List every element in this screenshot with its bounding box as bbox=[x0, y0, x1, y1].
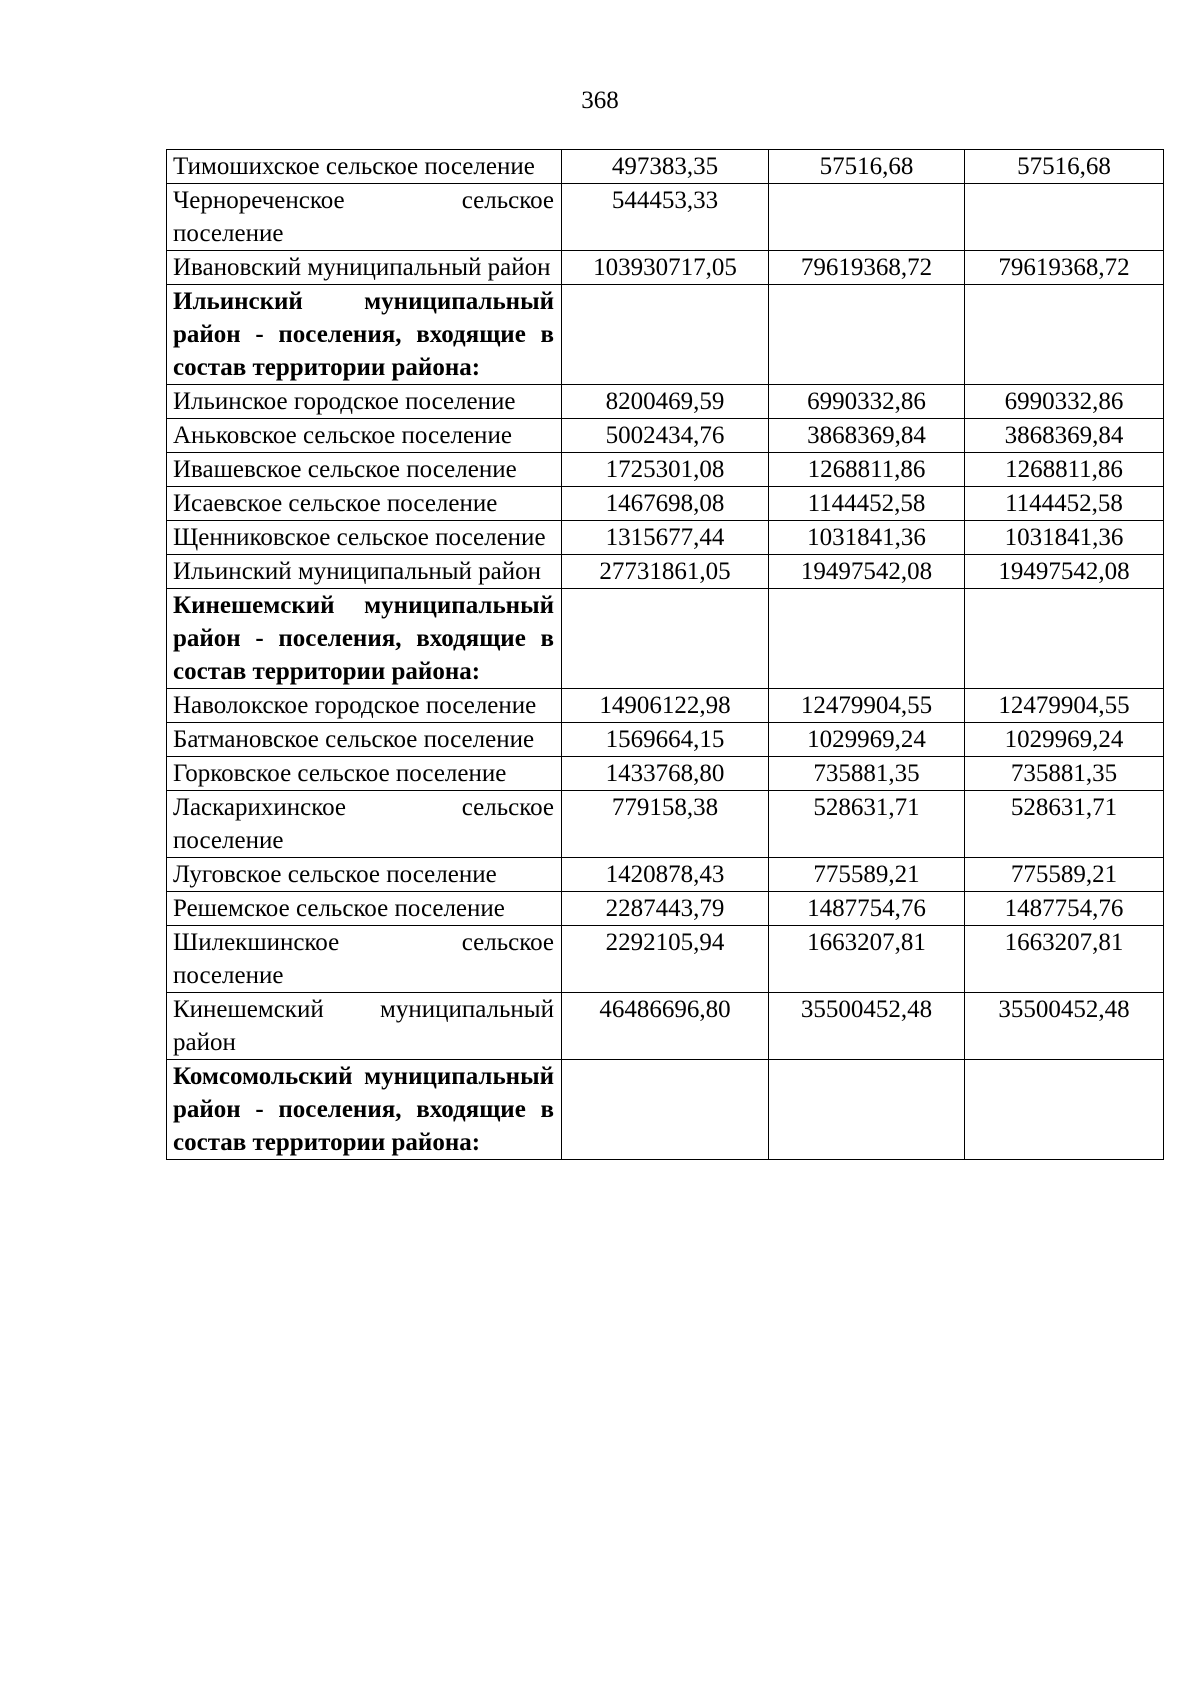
settlement-name-cell: Батмановское сельское поселение bbox=[167, 723, 562, 757]
table-row bbox=[167, 419, 1164, 453]
value-cell-2: 35500452,48 bbox=[769, 993, 965, 1060]
value-cell-3 bbox=[965, 184, 1164, 251]
settlement-name-cell: Кинешемский муниципальный район - поселения, входящие в состав территории района: bbox=[167, 589, 562, 689]
section-header-row bbox=[167, 1060, 1164, 1160]
value-cell-2: 1487754,76 bbox=[769, 892, 965, 926]
value-cell-2: 1144452,58 bbox=[769, 487, 965, 521]
settlement-name-cell: Исаевское сельское поселение bbox=[167, 487, 562, 521]
value-cell-3: 1487754,76 bbox=[965, 892, 1164, 926]
table-row bbox=[167, 453, 1164, 487]
value-cell-3: 12479904,55 bbox=[965, 689, 1164, 723]
value-cell-2: 1031841,36 bbox=[769, 521, 965, 555]
table-row bbox=[167, 555, 1164, 589]
value-cell-3: 6990332,86 bbox=[965, 385, 1164, 419]
value-cell-3: 3868369,84 bbox=[965, 419, 1164, 453]
table-row bbox=[167, 251, 1164, 285]
table-row bbox=[167, 926, 1164, 993]
value-cell-2 bbox=[769, 184, 965, 251]
table-body bbox=[167, 150, 1164, 1160]
value-cell-1: 27731861,05 bbox=[562, 555, 769, 589]
value-cell-3: 1029969,24 bbox=[965, 723, 1164, 757]
value-cell-3: 19497542,08 bbox=[965, 555, 1164, 589]
settlement-name-cell: Ильинское городское поселение bbox=[167, 385, 562, 419]
value-cell-2: 3868369,84 bbox=[769, 419, 965, 453]
settlement-name-cell: Шилекшинское сельское поселение bbox=[167, 926, 562, 993]
value-cell-2: 79619368,72 bbox=[769, 251, 965, 285]
value-cell-1: 8200469,59 bbox=[562, 385, 769, 419]
settlement-name-cell: Кинешемский муниципальный район bbox=[167, 993, 562, 1060]
table-row bbox=[167, 892, 1164, 926]
table-row bbox=[167, 184, 1164, 251]
value-cell-1: 14906122,98 bbox=[562, 689, 769, 723]
page-number: 368 bbox=[581, 87, 619, 114]
value-cell-1: 103930717,05 bbox=[562, 251, 769, 285]
settlement-name-cell: Ивановский муниципальный район bbox=[167, 251, 562, 285]
value-cell-1: 497383,35 bbox=[562, 150, 769, 184]
value-cell-2: 1029969,24 bbox=[769, 723, 965, 757]
value-cell-2 bbox=[769, 1060, 965, 1160]
value-cell-3 bbox=[965, 285, 1164, 385]
value-cell-3: 1144452,58 bbox=[965, 487, 1164, 521]
value-cell-1: 1569664,15 bbox=[562, 723, 769, 757]
value-cell-3: 528631,71 bbox=[965, 791, 1164, 858]
value-cell-2: 1268811,86 bbox=[769, 453, 965, 487]
value-cell-1 bbox=[562, 589, 769, 689]
table-row bbox=[167, 993, 1164, 1060]
value-cell-2 bbox=[769, 285, 965, 385]
table-row bbox=[167, 689, 1164, 723]
value-cell-2: 19497542,08 bbox=[769, 555, 965, 589]
value-cell-2: 1663207,81 bbox=[769, 926, 965, 993]
value-cell-3: 1268811,86 bbox=[965, 453, 1164, 487]
value-cell-3 bbox=[965, 589, 1164, 689]
settlement-name-cell: Горковское сельское поселение bbox=[167, 757, 562, 791]
value-cell-2: 12479904,55 bbox=[769, 689, 965, 723]
value-cell-1: 1725301,08 bbox=[562, 453, 769, 487]
table-row bbox=[167, 385, 1164, 419]
value-cell-1: 2287443,79 bbox=[562, 892, 769, 926]
table-row bbox=[167, 757, 1164, 791]
value-cell-1: 1420878,43 bbox=[562, 858, 769, 892]
value-cell-2: 57516,68 bbox=[769, 150, 965, 184]
settlement-name-cell: Решемское сельское поселение bbox=[167, 892, 562, 926]
value-cell-2 bbox=[769, 589, 965, 689]
settlement-name-cell: Комсомольский муниципальный район - поселения, входящие в состав территории района: bbox=[167, 1060, 562, 1160]
value-cell-1: 544453,33 bbox=[562, 184, 769, 251]
value-cell-1: 1467698,08 bbox=[562, 487, 769, 521]
value-cell-3: 775589,21 bbox=[965, 858, 1164, 892]
value-cell-2: 735881,35 bbox=[769, 757, 965, 791]
value-cell-1 bbox=[562, 285, 769, 385]
value-cell-1: 5002434,76 bbox=[562, 419, 769, 453]
settlement-name-cell: Тимошихское сельское поселение bbox=[167, 150, 562, 184]
section-header-row bbox=[167, 285, 1164, 385]
value-cell-1: 1315677,44 bbox=[562, 521, 769, 555]
value-cell-3: 35500452,48 bbox=[965, 993, 1164, 1060]
value-cell-2: 6990332,86 bbox=[769, 385, 965, 419]
table-row bbox=[167, 858, 1164, 892]
settlement-name-cell: Ласкарихинское сельское поселение bbox=[167, 791, 562, 858]
value-cell-3: 735881,35 bbox=[965, 757, 1164, 791]
settlement-name-cell: Аньковское сельское поселение bbox=[167, 419, 562, 453]
table-row bbox=[167, 723, 1164, 757]
settlement-name-cell: Луговское сельское поселение bbox=[167, 858, 562, 892]
value-cell-3: 79619368,72 bbox=[965, 251, 1164, 285]
value-cell-3: 1663207,81 bbox=[965, 926, 1164, 993]
settlement-name-cell: Наволокское городское поселение bbox=[167, 689, 562, 723]
table-row bbox=[167, 150, 1164, 184]
value-cell-1: 779158,38 bbox=[562, 791, 769, 858]
value-cell-1 bbox=[562, 1060, 769, 1160]
value-cell-1: 46486696,80 bbox=[562, 993, 769, 1060]
settlement-name-cell: Ильинский муниципальный район - поселения, входящие в состав территории района: bbox=[167, 285, 562, 385]
value-cell-3: 1031841,36 bbox=[965, 521, 1164, 555]
settlement-name-cell: Ильинский муниципальный район bbox=[167, 555, 562, 589]
budget-table bbox=[166, 149, 1164, 1160]
value-cell-2: 775589,21 bbox=[769, 858, 965, 892]
table-row bbox=[167, 791, 1164, 858]
value-cell-1: 1433768,80 bbox=[562, 757, 769, 791]
settlement-name-cell: Чернореченское сельское поселение bbox=[167, 184, 562, 251]
value-cell-3: 57516,68 bbox=[965, 150, 1164, 184]
table-row bbox=[167, 521, 1164, 555]
settlement-name-cell: Ивашевское сельское поселение bbox=[167, 453, 562, 487]
value-cell-2: 528631,71 bbox=[769, 791, 965, 858]
settlement-name-cell: Щенниковское сельское поселение bbox=[167, 521, 562, 555]
value-cell-3 bbox=[965, 1060, 1164, 1160]
table-row bbox=[167, 487, 1164, 521]
section-header-row bbox=[167, 589, 1164, 689]
value-cell-1: 2292105,94 bbox=[562, 926, 769, 993]
